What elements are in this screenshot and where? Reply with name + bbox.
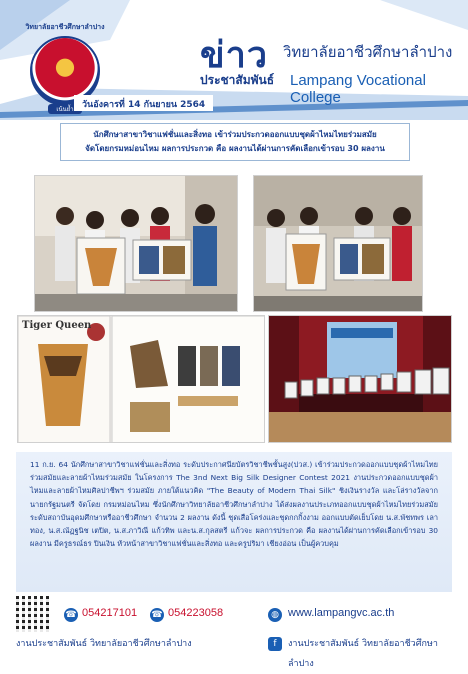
globe-icon: ◍: [268, 608, 282, 622]
logo-motto: เน้นย้ำ: [48, 104, 82, 114]
college-name-english: Lampang Vocational College: [290, 72, 426, 106]
header-banner: [0, 0, 468, 120]
headline-line-1: นักศึกษาสาขาวิชาแฟชั่นและสิ่งทอ เข้าร่วมประกวดออกแบบชุดผ้าไหมไทยร่วมสมัย: [93, 130, 377, 139]
logo-title: วิทยาลัยอาชีวศึกษาลำปาง: [25, 23, 105, 31]
photo-design-posters: [17, 315, 265, 443]
footer-label-right[interactable]: งานประชาสัมพันธ์ วิทยาลัยอาชีวศึกษาลำปาง: [288, 639, 438, 669]
college-name-thai: วิทยาลัยอาชีวศึกษาลำปาง: [283, 43, 453, 61]
phone-icon: ☎: [151, 610, 163, 620]
photo-students-group-left: [34, 175, 238, 312]
footer-label-left: งานประชาสัมพันธ์ วิทยาลัยอาชีวศึกษาลำปาง: [16, 639, 192, 649]
headline-box: [60, 123, 410, 161]
news-subtitle: ประชาสัมพันธ์: [200, 73, 275, 87]
photo-students-group-right: [253, 175, 423, 312]
article-body: 11 ก.ย. 64 นักศึกษาสาขาวิชาแฟชั่นและสิ่งทอ ระดับประกาศนียบัตรวิชาชีพชั้นสูง(ปวส.) เข้าร่วมประกวดออกแบบชุดผ้าไหมไทยร่วมสมัยและลายผ้าไหมร่วมสมัย ในโครงการ The 3nd Next Big Silk Designer Contest 2021 งานประกวดออกแบบชุดผ้าไหมและลายผ้าไหมศิลปาชีพฯ ร่วมสมัย ภายใต้แนวคิด "The Beauty of Modern Thai Silk" ชิงเงินรางวัล และโล่รางวัลจากนายกรัฐมนตรี จัดโดย กรมหม่อนไหม ซึ่งนักศึกษาวิทยาลัยอาชีวศึกษาลำปาง ได้ส่งผลงานประเภทออกแบบชุดผ้าไหมไทยร่วมสมัย ระดับสถาบันอุดมศึกษาหรืออาชีวศึกษา จำนวน 2 ผลงาน ดังนี้ ชุดเสือโคร่งและชุดกกกิ้งงาม ออกแบบตัดเย็บโดย น.ส.พัชทพร เลาทอง, น.ส.ณัฏฐนิช เตปิต, น.ส.ภาวิณี แก้วทิพ และน.ส.กุลสตรี แก้วจะ ผลการประกวด คือ ผลงานได้ผ่านการคัดเลือกเข้ารอบ 30 ผลงาน มีครูธรณ์ธร ปินเงิน หัวหน้าสาขาวิชาแฟชั่นและสิ่งทอ และครูปริมา เชียงอ่อน เป็นผู้ควบคุม: [16, 452, 452, 592]
headline-line-2: จัดโดยกรมหม่อนไหม ผลการประกวด คือ ผลงานได้ผ่านการคัดเลือกเข้ารอบ 30 ผลงาน: [85, 144, 385, 153]
poster-caption: Tiger Queen: [22, 320, 92, 331]
phone-icon: ☎: [65, 610, 77, 620]
qr-code[interactable]: [16, 596, 52, 632]
publish-date: วันอังคารที่ 14 กันยายน 2564: [74, 95, 213, 111]
photo-exhibition-stage: [268, 315, 452, 443]
phone-number-1[interactable]: 054217101: [82, 607, 138, 619]
website-link[interactable]: www.lampangvc.ac.th: [288, 607, 395, 619]
phone-number-2[interactable]: 054223058: [168, 607, 224, 619]
facebook-icon[interactable]: f: [268, 637, 282, 651]
news-title: ข่าว: [200, 35, 269, 76]
